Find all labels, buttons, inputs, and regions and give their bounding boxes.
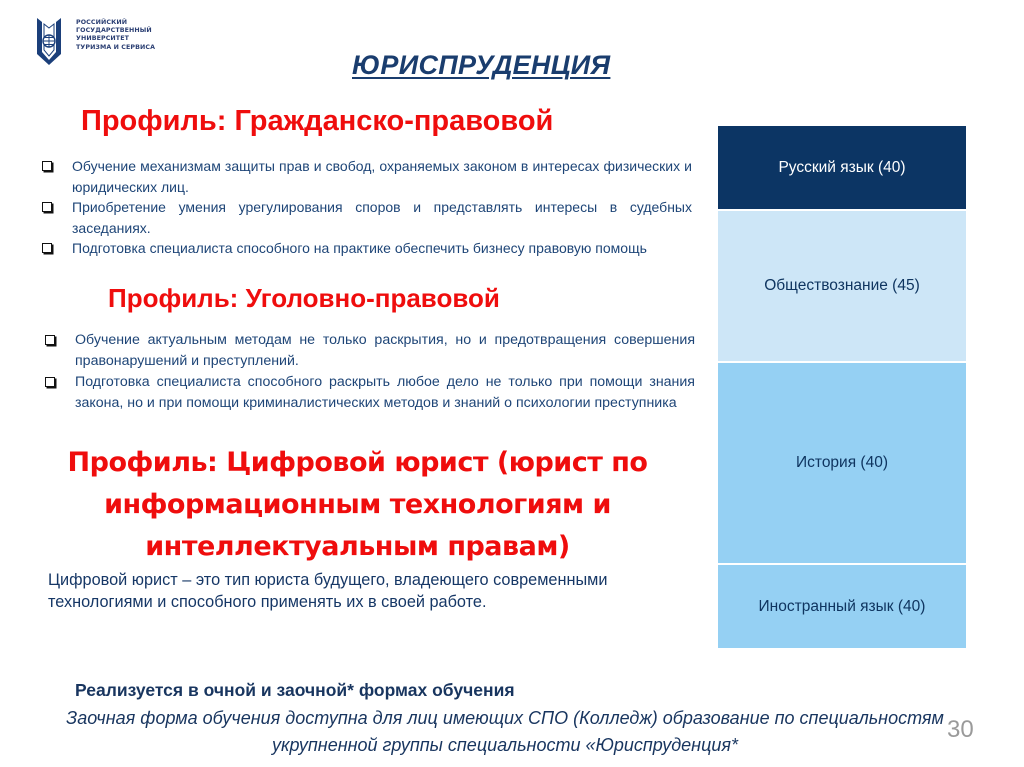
bullet-text: Обучение механизмам защиты прав и свобод, охраняемых законом в интересах физических и юридических лиц. [72, 158, 692, 195]
page-title: ЮРИСПРУДЕНЦИЯ [352, 50, 611, 80]
digital-lawyer-description: Цифровой юрист – это тип юриста будущего, владеющего современными технологиями и способного применять их в своей работе. [48, 571, 608, 611]
study-forms-text: Реализуется в очной и заочной* формах обучения [75, 680, 515, 700]
list-item [42, 156, 692, 197]
checkbox-bullet-icon [42, 202, 52, 212]
subject-foreign-language [718, 565, 966, 648]
civil-profile-bullets [42, 156, 692, 259]
list-item [45, 372, 695, 414]
page-number: 30 [947, 716, 974, 743]
profile-title-digital [50, 442, 665, 568]
subject-social-studies [718, 211, 966, 363]
extramural-note: Заочная форма обучения доступна для лиц имеющих СПО (Колледж) образование по специальностям укрупненной группы специальности «Юриспруденция* [66, 708, 944, 755]
logo-line: УНИВЕРСИТЕТ [76, 35, 129, 43]
entrance-subjects-panel [718, 126, 966, 648]
list-item [42, 238, 692, 259]
logo-line: ГОСУДАРСТВЕННЫЙ [76, 27, 152, 35]
checkbox-bullet-icon [42, 161, 52, 171]
profile-prefix: Профиль: [67, 447, 218, 478]
profile-title-criminal: Профиль: Уголовно-правовой [108, 283, 500, 313]
list-item [42, 197, 692, 238]
list-item [45, 330, 695, 372]
university-logo [36, 16, 155, 66]
subject-russian [718, 126, 966, 211]
profile-name: Цифровой юрист (юрист по информационным технологиям и интеллектуальным правам) [104, 447, 648, 562]
subject-label: Русский язык (40) [778, 158, 906, 176]
checkbox-bullet-icon [42, 243, 52, 253]
profile-title-civil: Профиль: Гражданско-правовой [81, 105, 554, 137]
checkbox-bullet-icon [45, 335, 55, 345]
logo-line: РОССИЙСКИЙ [76, 19, 128, 26]
checkbox-bullet-icon [45, 377, 55, 387]
subject-label: Иностранный язык (40) [758, 597, 926, 615]
bullet-text: Подготовка специалиста способного раскрыть любое дело не только при помощи знания закона, но и при помощи криминалистических методов и знаний о психологии преступника [75, 374, 695, 411]
subject-label: История (40) [796, 454, 888, 471]
subject-history [718, 363, 966, 565]
bullet-text: Обучение актуальным методам не только раскрытия, но и предотвращения совершения правонарушений и преступлений. [75, 332, 695, 369]
bullet-text: Приобретение умения урегулирования споров и представлять интересы в судебных заседаниях. [72, 199, 692, 236]
university-emblem-icon [36, 16, 62, 66]
bullet-text: Подготовка специалиста способного на практике обеспечить бизнесу правовую помощь [72, 240, 647, 256]
criminal-profile-bullets [45, 330, 695, 414]
subject-label: Обществознание (45) [764, 277, 920, 294]
university-name [76, 19, 155, 52]
logo-line: ТУРИЗМА И СЕРВИСА [76, 43, 156, 51]
